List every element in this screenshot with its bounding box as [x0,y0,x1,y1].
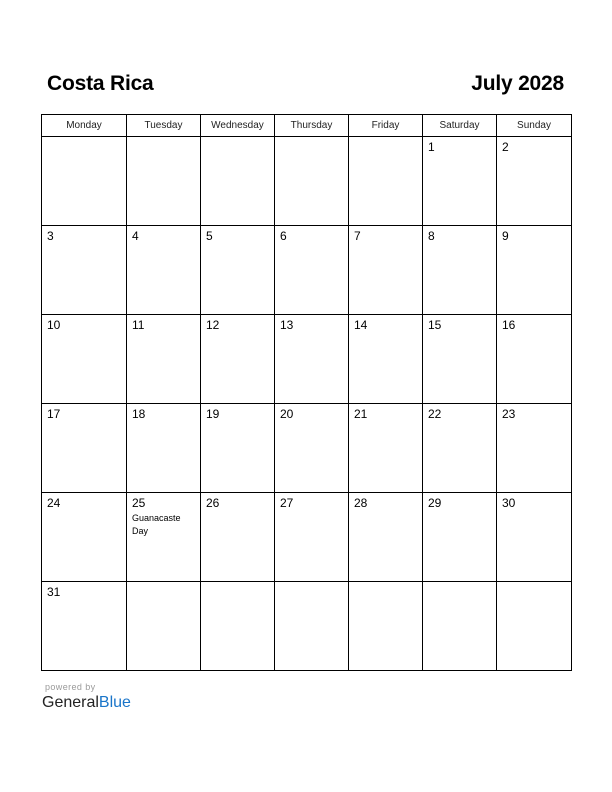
day-cell [349,315,423,404]
day-number: 3 [47,229,54,243]
week-row-6 [42,582,572,671]
day-cell [127,315,201,404]
day-cell [349,493,423,582]
weekday-header-sunday: Sunday [497,115,572,137]
day-cell [127,404,201,493]
day-number: 15 [428,318,442,332]
day-cell [497,582,572,671]
day-number: 18 [132,407,146,421]
day-number [42,137,126,140]
day-cell [201,582,275,671]
day-cell [423,404,497,493]
weekday-header-wednesday: Wednesday [201,115,275,137]
day-cell [497,404,572,493]
day-cell [275,404,349,493]
day-cell [201,226,275,315]
day-number: 1 [428,140,435,154]
day-cell [201,315,275,404]
day-cell [497,137,572,226]
day-cell [349,404,423,493]
day-number: 4 [132,229,139,243]
day-cell [42,493,127,582]
day-cell [127,226,201,315]
day-number: 8 [428,229,435,243]
day-number: 22 [428,407,442,421]
day-number [423,582,496,585]
day-number [497,582,571,585]
brand-name-part2: Blue [98,694,131,711]
holiday-label: Guanacaste Day [132,513,181,536]
day-cell [423,226,497,315]
day-cell [275,493,349,582]
day-cell [275,315,349,404]
day-number: 31 [47,585,61,599]
day-cell [201,493,275,582]
weekday-header-saturday: Saturday [423,115,497,137]
day-number: 20 [280,407,294,421]
day-number: 21 [354,407,368,421]
day-cell [127,137,201,226]
day-cell [497,493,572,582]
day-cell-holiday [127,493,201,582]
day-number: 6 [280,229,287,243]
day-number: 28 [354,496,368,510]
day-number: 26 [206,496,220,510]
day-number: 17 [47,407,61,421]
day-number: 7 [354,229,361,243]
day-cell [275,226,349,315]
day-number [275,137,348,140]
day-cell [201,404,275,493]
day-cell [42,137,127,226]
day-number: 25 [132,496,146,510]
day-number: 9 [502,229,509,243]
day-number: 12 [206,318,220,332]
day-number: 10 [47,318,61,332]
day-number: 24 [47,496,61,510]
day-number: 23 [502,407,516,421]
day-number: 29 [428,496,442,510]
day-cell [201,137,275,226]
day-cell [349,226,423,315]
day-number [201,137,274,140]
country-title: Costa Rica [47,72,154,95]
day-number: 14 [354,318,368,332]
day-cell [42,315,127,404]
week-row-2 [42,226,572,315]
day-cell [497,315,572,404]
day-number [201,582,274,585]
day-cell [42,226,127,315]
powered-by-label: powered by [45,682,96,692]
day-cell [275,137,349,226]
brand-logo[interactable] [42,693,131,713]
month-year-title: July 2028 [471,72,564,95]
day-cell [349,137,423,226]
day-cell [423,493,497,582]
day-cell [423,315,497,404]
week-row-1 [42,137,572,226]
day-number [275,582,348,585]
weekday-header-row [42,115,572,137]
week-row-4 [42,404,572,493]
day-number: 2 [502,140,509,154]
day-cell [423,582,497,671]
week-row-3 [42,315,572,404]
day-cell [127,582,201,671]
day-number: 30 [502,496,516,510]
day-number [127,582,200,585]
day-cell [275,582,349,671]
day-number: 16 [502,318,516,332]
day-cell [42,404,127,493]
day-cell [423,137,497,226]
day-cell [497,226,572,315]
day-number: 11 [132,318,145,332]
day-number: 19 [206,407,220,421]
day-number [349,137,422,140]
day-number: 13 [280,318,294,332]
weekday-header-friday: Friday [349,115,423,137]
day-number: 27 [280,496,294,510]
brand-name-part1: General [42,694,99,711]
weekday-header-thursday: Thursday [275,115,349,137]
day-number [127,137,200,140]
week-row-5 [42,493,572,582]
day-number [349,582,422,585]
day-cell [42,582,127,671]
calendar-grid [41,114,572,671]
day-number: 5 [206,229,213,243]
weekday-header-tuesday: Tuesday [127,115,201,137]
weekday-header-monday: Monday [42,115,127,137]
day-cell [349,582,423,671]
